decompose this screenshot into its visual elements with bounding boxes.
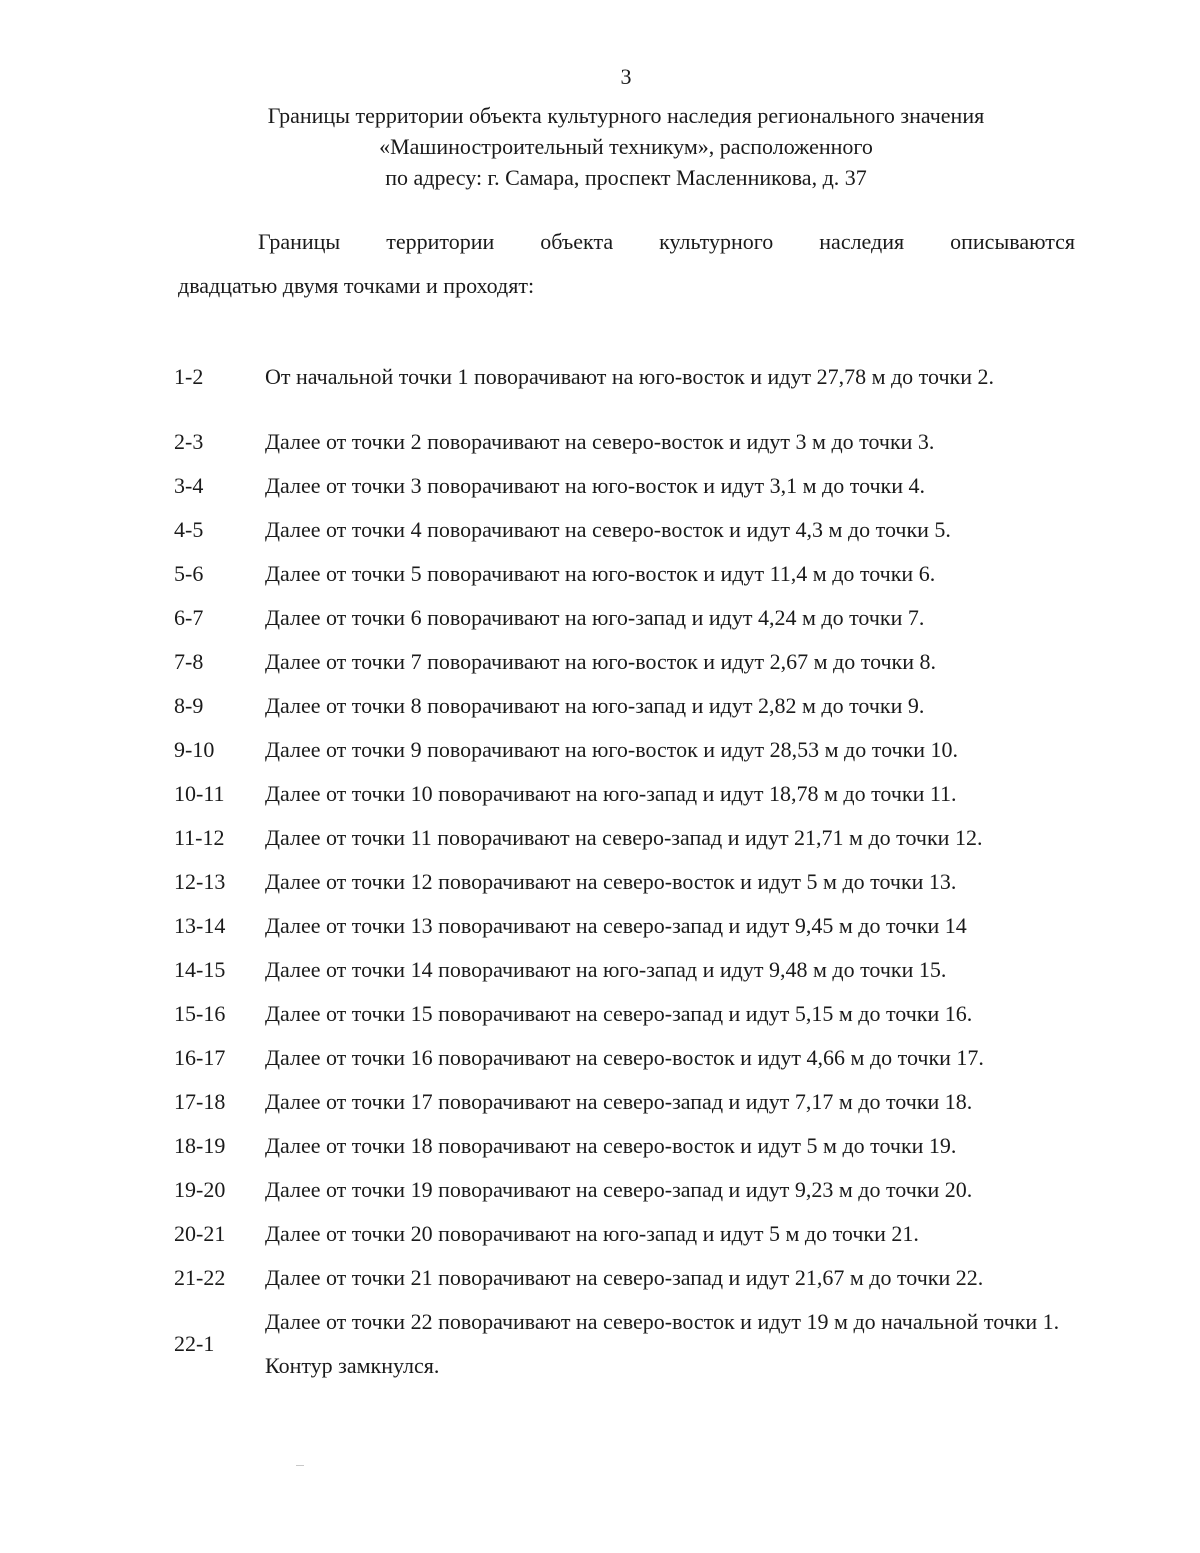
segment-row <box>170 1124 1100 1168</box>
segment-row <box>170 948 1100 992</box>
segment-description: Далее от точки 7 поворачивают на юго-восток и идут 2,67 м до точки 8. <box>265 649 937 674</box>
segment-id: 1-2 <box>174 363 204 389</box>
segment-id: 22-1 <box>174 1331 215 1356</box>
segment-row <box>170 1036 1100 1080</box>
segment-id: 21-22 <box>174 1265 226 1290</box>
segment-id: 12-13 <box>174 869 226 894</box>
segment-row <box>170 904 1100 948</box>
segment-description: Далее от точки 17 поворачивают на северо-запад и идут 7,17 м до точки 18. <box>265 1089 973 1114</box>
segment-row <box>170 596 1100 640</box>
segment-row <box>170 333 1100 420</box>
segment-description: Далее от точки 15 поворачивают на северо-запад и идут 5,15 м до точки 16. <box>265 1001 973 1026</box>
title-line-2: «Машиностроительный техникум», расположенного <box>379 134 873 159</box>
segment-row <box>170 508 1100 552</box>
page-number: 3 <box>620 64 632 89</box>
segment-description: От начальной точки 1 поворачивают на юго-восток и идут 27,78 м до точки 2. <box>265 363 994 389</box>
segment-id: 6-7 <box>174 605 204 630</box>
segment-description: Далее от точки 16 поворачивают на северо-восток и идут 4,66 м до точки 17. <box>265 1045 984 1070</box>
segment-id: 14-15 <box>174 957 226 982</box>
segment-id: 2-3 <box>174 429 204 454</box>
segment-row <box>170 464 1100 508</box>
intro-paragraph <box>178 220 1075 308</box>
segment-description: Далее от точки 9 поворачивают на юго-восток и идут 28,53 м до точки 10. <box>265 737 959 762</box>
segment-row <box>170 552 1100 596</box>
segment-id: 3-4 <box>174 473 204 498</box>
segment-row <box>170 420 1100 464</box>
segment-description: Далее от точки 14 поворачивают на юго-запад и идут 9,48 м до точки 15. <box>265 957 947 982</box>
segment-id: 15-16 <box>174 1001 226 1026</box>
segment-row <box>170 728 1100 772</box>
segment-description: Далее от точки 13 поворачивают на северо-запад и идут 9,45 м до точки 14 <box>265 913 967 938</box>
segment-description: Далее от точки 5 поворачивают на юго-восток и идут 11,4 м до точки 6. <box>265 561 936 586</box>
segment-description: Далее от точки 6 поворачивают на юго-запад и идут 4,24 м до точки 7. <box>265 605 925 630</box>
segment-id: 17-18 <box>174 1089 226 1114</box>
scan-artifact <box>296 1465 304 1466</box>
document-title <box>150 100 1102 193</box>
segment-id: 10-11 <box>174 781 225 806</box>
segment-id: 4-5 <box>174 517 204 542</box>
segment-id: 7-8 <box>174 649 204 674</box>
segment-description: Далее от точки 22 поворачивают на северо-восток и идут 19 м до начальной точки 1. Контур замкнулся. <box>265 1309 1060 1378</box>
segment-description: Далее от точки 11 поворачивают на северо-запад и идут 21,71 м до точки 12. <box>265 825 983 850</box>
segment-description: Далее от точки 21 поворачивают на северо-запад и идут 21,67 м до точки 22. <box>265 1265 984 1290</box>
intro-line-1: Границы территории объекта культурного наследия описываются <box>258 229 1075 254</box>
segment-row <box>170 992 1100 1036</box>
intro-line-2: двадцатью двумя точками и проходят: <box>178 273 535 298</box>
segment-description: Далее от точки 10 поворачивают на юго-запад и идут 18,78 м до точки 11. <box>265 781 957 806</box>
segment-description: Далее от точки 3 поворачивают на юго-восток и идут 3,1 м до точки 4. <box>265 473 926 498</box>
segment-id: 19-20 <box>174 1177 226 1202</box>
segment-description: Далее от точки 20 поворачивают на юго-запад и идут 5 м до точки 21. <box>265 1221 919 1246</box>
segment-row <box>170 1212 1100 1256</box>
segment-id: 5-6 <box>174 561 204 586</box>
boundary-segments-list <box>170 333 1100 1388</box>
segment-row <box>170 1168 1100 1212</box>
segment-description: Далее от точки 2 поворачивают на северо-восток и идут 3 м до точки 3. <box>265 429 935 454</box>
segment-row <box>170 1080 1100 1124</box>
segment-id: 9-10 <box>174 737 215 762</box>
segment-id: 8-9 <box>174 693 204 718</box>
segment-description: Далее от точки 8 поворачивают на юго-запад и идут 2,82 м до точки 9. <box>265 693 925 718</box>
segment-description: Далее от точки 4 поворачивают на северо-восток и идут 4,3 м до точки 5. <box>265 517 951 542</box>
segment-description: Далее от точки 18 поворачивают на северо-восток и идут 5 м до точки 19. <box>265 1133 957 1158</box>
segment-row <box>170 684 1100 728</box>
segment-row <box>170 1256 1100 1300</box>
segment-id: 16-17 <box>174 1045 226 1070</box>
segment-id: 13-14 <box>174 913 226 938</box>
segment-description: Далее от точки 19 поворачивают на северо-запад и идут 9,23 м до точки 20. <box>265 1177 973 1202</box>
title-line-3: по адресу: г. Самара, проспект Масленникова, д. 37 <box>385 165 867 190</box>
segment-id: 20-21 <box>174 1221 226 1246</box>
title-line-1: Границы территории объекта культурного наследия регионального значения <box>267 103 985 128</box>
segment-description: Далее от точки 12 поворачивают на северо-восток и идут 5 м до точки 13. <box>265 869 957 894</box>
segment-row <box>170 816 1100 860</box>
segment-id: 11-12 <box>174 825 225 850</box>
segment-row <box>170 860 1100 904</box>
segment-row <box>170 772 1100 816</box>
segment-id: 18-19 <box>174 1133 226 1158</box>
segment-row <box>170 1300 1100 1388</box>
segment-row <box>170 640 1100 684</box>
